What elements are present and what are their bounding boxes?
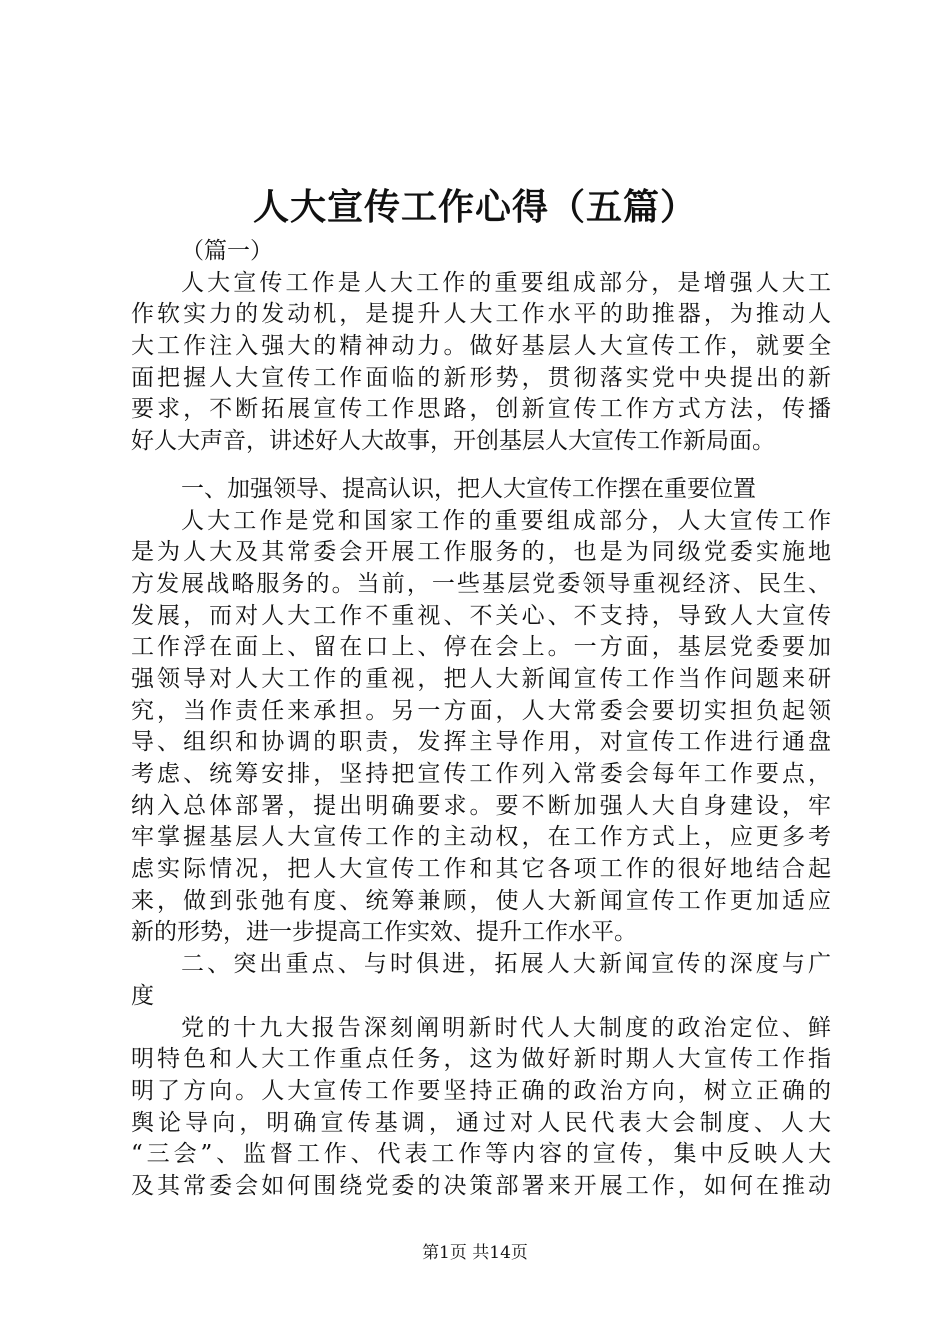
paragraph-gap [131, 458, 831, 474]
text-line: 好人大声音，讲述好人大故事，开创基层人大宣传工作新局面。 [131, 428, 775, 455]
text-line: “三会”、监督工作、代表工作等内容的宣传，集中反映人大 [131, 1141, 831, 1168]
text-line: 党的十九大报告深刻阐明新时代人大制度的政治定位、鲜 [181, 1014, 831, 1041]
text-line: 要求，不断拓展宣传工作思路，创新宣传工作方式方法，传播 [131, 396, 831, 423]
document-title: 人大宣传工作心得（五篇） [252, 186, 697, 228]
text-line: 作软实力的发动机，是提升人大工作水平的助推器，为推动人 [131, 301, 831, 328]
text-line: （篇一） [181, 238, 273, 264]
text-line: 及其常委会如何围绕党委的决策部署来开展工作，如何在推动 [131, 1172, 831, 1199]
text-line: 明了方向。人大宣传工作要坚持正确的政治方向，树立正确的 [131, 1077, 831, 1104]
text-line: 来，做到张弛有度、统筹兼顾，使人大新闻宣传工作更加适应 [131, 887, 831, 914]
text-line: 人大工作是党和国家工作的重要组成部分，人大宣传工作 [181, 507, 831, 534]
text-line: 度 [131, 982, 154, 1009]
text-line: 牢掌握基层人大宣传工作的主动权，在工作方式上，应更多考 [131, 824, 831, 851]
text-line: 是为人大及其常委会开展工作服务的，也是为同级党委实施地 [131, 539, 831, 566]
page-footer: 第1页 共14页 [422, 1243, 528, 1263]
text-line: 面把握人大宣传工作面临的新形势，贯彻落实党中央提出的新 [131, 364, 831, 391]
text-line: 一、加强领导、提高认识，把人大宣传工作摆在重要位置 [181, 475, 756, 502]
text-line: 究，当作责任来承担。另一方面，人大常委会要切实担负起领 [131, 697, 831, 724]
text-line: 新的形势，进一步提高工作实效、提升工作水平。 [131, 919, 637, 946]
text-line: 明特色和人大工作重点任务，这为做好新时期人大宣传工作指 [131, 1046, 831, 1073]
text-line: 人大宣传工作是人大工作的重要组成部分，是增强人大工 [181, 269, 831, 296]
text-line: 虑实际情况，把人大宣传工作和其它各项工作的很好地结合起 [131, 856, 831, 883]
text-line: 大工作注入强大的精神动力。做好基层人大宣传工作，就要全 [131, 333, 831, 360]
text-line: 纳入总体部署，提出明确要求。要不断加强人大自身建设，牢 [131, 792, 831, 819]
text-line: 强领导对人大工作的重视，把人大新闻宣传工作当作问题来研 [131, 665, 831, 692]
text-line: 二、突出重点、与时俱进，拓展人大新闻宣传的深度与广 [181, 951, 831, 978]
text-line: 舆论导向，明确宣传基调，通过对人民代表大会制度、人大 [131, 1109, 831, 1136]
text-line: 工作浮在面上、留在口上、停在会上。一方面，基层党委要加 [131, 634, 831, 661]
text-line: 方发展战略服务的。当前，一些基层党委领导重视经济、民生、 [131, 570, 831, 597]
document-body [131, 236, 831, 1203]
text-line: 考虑、统筹安排，坚持把宣传工作列入常委会每年工作要点， [131, 761, 831, 787]
text-line: 发展，而对人大工作不重视、不关心、不支持，导致人大宣传 [131, 602, 831, 629]
text-line: 导、组织和协调的职责，发挥主导作用，对宣传工作进行通盘 [131, 729, 831, 756]
